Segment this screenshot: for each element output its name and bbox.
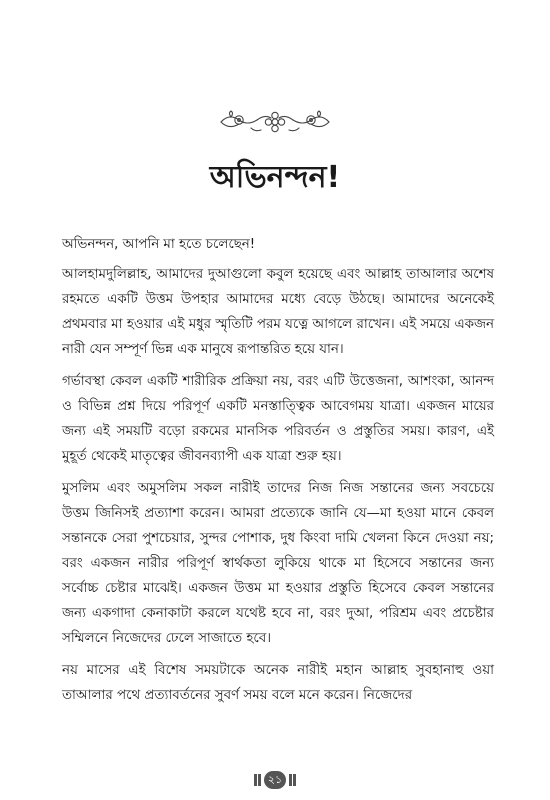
page-number-badge [248,769,302,791]
paragraph-good-mother: মুসলিম এবং অমুসলিম সকল নারীই তাদের নিজ নিজ সন্তানের জন্য সবচেয়ে উত্তম জিনিসই প্রত্যাশা করেন। আমরা প্রত্যেকে জানি যে—মা হওয়া মানে কেবল সন্তানকে সেরা পুশচেয়ার, সুন্দর পোশাক, দুধ কিংবা দামি খেলনা কিনে দেওয়া নয়; বরং একজন নারীর পরিপূর্ণ স্বার্থকতা লুকিয়ে থাকে মা হিসেবে সন্তানের জন্য সর্বোচ্চ চেষ্টার মাঝেই। একজন উত্তম মা হওয়ার প্রস্তুতি হিসেবে কেবল সন্তানের জন্য একগাদা কেনাকাটা করলে যথেষ্ট হবে না, বরং দুআ, পরিশ্রম এবং প্রচেষ্টার সম্মিলনে নিজেদের ঢেলে সাজাতে হবে। [62,481,494,646]
floral-divider-icon [215,108,335,136]
paragraph-alhamdulillah: আলহামদুলিল্লাহ, আমাদের দুআগুলো কবুল হয়েছে এবং আল্লাহ তাআলার অশেষ রহমতে একটি উত্তম উপহার আমাদের মধ্যে বেড়ে উঠছে। আমাদের অনেকেই প্রথমবার মা হওয়ার এই মধুর স্মৃতিটি পরম যত্নে আগলে রাখেন। এই সময়ে একজন নারী যেন সম্পূর্ণ ভিন্ন এক মানুষে রূপান্তরিত হয়ে যান। [62,267,494,357]
paragraph-nine-months: নয় মাসের এই বিশেষ সময়টাকে অনেক নারীই মহান আল্লাহ সুবহানাহু ওয়া তাআলার পথে প্রত্যাবর্তনের সুবর্ণ সময় বলে মনে করেন। নিজেদের [62,663,494,703]
chapter-title: অভিনন্দন! [209,160,341,195]
page-number: ২১ [264,771,286,789]
folio-bar-right-inner [289,774,292,786]
folio-bar-left [254,774,257,786]
folio-bar-left-inner [258,774,261,786]
paragraph-greeting: অভিনন্দন, আপনি মা হতে চলেছেন! [62,237,256,252]
folio-bar-right [293,774,296,786]
paragraph-pregnancy-journey: গর্ভাবস্থা কেবল একটি শারীরিক প্রক্রিয়া নয়, বরং এটি উত্তেজনা, আশংকা, আনন্দ ও বিভিন্ন প্রশ্ন দিয়ে পরিপূর্ণ একটি মনস্তাত্ত্বিক আবেগময় যাত্রা। একজন মায়ের জন্য এই সময়টি বড়ো রকমের মানসিক পরিবর্তন ও প্রস্তুতির সময়। কারণ, এই মুহূর্ত থেকেই মাতৃত্বের জীবনব্যাপী এক যাত্রা শুরু হয়। [62,374,494,464]
chapter-body [62,232,494,715]
